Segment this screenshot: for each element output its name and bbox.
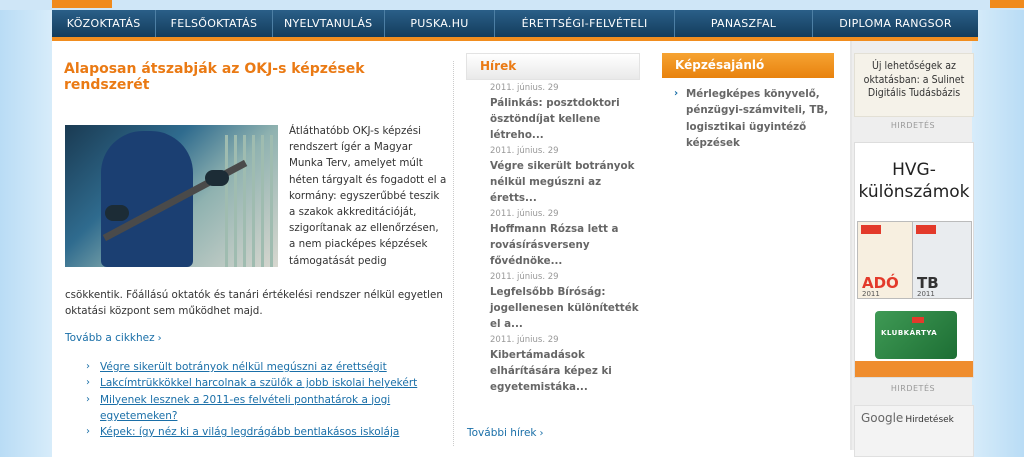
nav-nyelvtanulas[interactable]: NYELVTANULÁS bbox=[273, 10, 385, 37]
chevron-right-icon: › bbox=[86, 361, 90, 372]
related-article-text: Végre sikerült botrányok nélkül megúszni az érettségit bbox=[100, 361, 387, 373]
chevron-right-icon: › bbox=[539, 428, 544, 439]
nav-diploma-rangsor[interactable]: DIPLOMA RANGSOR bbox=[839, 17, 952, 30]
related-article-link[interactable] bbox=[86, 392, 470, 425]
news-item[interactable] bbox=[466, 271, 640, 332]
hvg-logo bbox=[916, 225, 936, 234]
article-title[interactable]: Alaposan átszabják az OKJ-s képzések rendszerét bbox=[64, 61, 365, 93]
photo-fence bbox=[225, 135, 275, 267]
nav-erettsegi-felveteli[interactable]: ÉRETTSÉGI-FELVÉTELI bbox=[495, 10, 675, 37]
nav-felsooktatas[interactable]: FELSŐOKTATÁS bbox=[156, 10, 272, 37]
news-item[interactable] bbox=[466, 145, 640, 206]
news-date: 2011. június. 29 bbox=[490, 272, 559, 282]
chevron-right-icon: › bbox=[86, 377, 90, 389]
hvg-cover-ado bbox=[857, 221, 917, 299]
course-list bbox=[662, 86, 834, 151]
hvg-ad-footer bbox=[855, 361, 973, 377]
sulinet-promo[interactable] bbox=[854, 53, 974, 117]
news-item[interactable] bbox=[466, 334, 640, 395]
hvg-cover-tb bbox=[912, 221, 972, 299]
article-lead: Átláthatóbb OKJ-s képzési rendszert ígér a Magyar Munka Terv, amelyet múlt héten tárgyalt és fogadott el a kormány: egyszerűbbé teszik a szakok akkreditációját, szigorítanak az ellenőrzésen, a nem piacképes képzések támogatását pedig bbox=[289, 125, 447, 267]
chevron-right-icon: › bbox=[674, 88, 679, 99]
article-photo[interactable] bbox=[65, 125, 278, 267]
main-navigation bbox=[52, 10, 978, 41]
right-sidebar bbox=[850, 41, 972, 450]
google-word: Google bbox=[861, 411, 904, 425]
hvg-mini-logo bbox=[912, 317, 924, 323]
course-text: Mérlegképes könyvelő, pénzügyi-számviteli, TB, logisztikai ügyintéző képzések bbox=[686, 88, 829, 149]
news-title[interactable]: Végre sikerült botrányok nélkül megúszni az éretts... bbox=[490, 160, 635, 204]
related-article-text: Milyenek lesznek a 2011-es felvételi ponthatárok a jogi egyetemeken? bbox=[100, 393, 391, 422]
cover-ado-year: 2011 bbox=[862, 290, 880, 298]
photo-glove-right bbox=[205, 170, 229, 186]
news-title[interactable]: Pálinkás: posztdoktori ösztöndíjat kellene létreho... bbox=[490, 97, 620, 141]
nav-panaszfal[interactable]: PANASZFAL bbox=[675, 10, 813, 37]
news-title[interactable]: Kibertámadások elhárítására képez ki egyetemistáka... bbox=[490, 349, 612, 393]
read-more-label: Tovább a cikkhez bbox=[65, 332, 155, 344]
top-accent-left bbox=[52, 0, 112, 8]
related-articles bbox=[86, 359, 470, 440]
top-accent-right bbox=[990, 0, 1024, 8]
hvg-klubkartya bbox=[875, 311, 957, 359]
related-article-link[interactable] bbox=[86, 375, 470, 391]
nav-puska[interactable]: PUSKA.HU bbox=[385, 10, 495, 37]
news-date: 2011. június. 29 bbox=[490, 209, 559, 219]
promo-text: Új lehetőségek az oktatásban: a Sulinet Digitális Tudásbázis bbox=[863, 60, 965, 99]
related-article-link[interactable] bbox=[86, 359, 470, 375]
cover-tb-text: TB bbox=[917, 274, 939, 292]
ad-label: HIRDETÉS bbox=[890, 121, 936, 130]
news-header: Hírek bbox=[466, 53, 640, 80]
chevron-right-icon: › bbox=[86, 393, 90, 405]
course-link[interactable] bbox=[674, 86, 834, 151]
google-ads-box[interactable] bbox=[854, 405, 974, 457]
ad-label: HIRDETÉS bbox=[890, 384, 936, 393]
article-lead-continued: csökkentik. Főállású oktatók és tanári értékelési rendszer nélkül egyetlen oktatási központ sem működhet majd. bbox=[65, 289, 443, 318]
klubkartya-label: KLUBKÁRTYA bbox=[881, 329, 938, 337]
hvg-title: HVG-különszámok bbox=[858, 160, 970, 202]
cover-ado-text: ADÓ bbox=[862, 274, 899, 292]
google-logo bbox=[861, 411, 954, 425]
news-title[interactable]: Hoffmann Rózsa lett a rovásírásverseny fővédnöke... bbox=[490, 223, 619, 267]
nav-kozoktatas[interactable]: KÖZOKTATÁS bbox=[52, 10, 156, 37]
related-article-link[interactable] bbox=[86, 424, 470, 440]
photo-glove-left bbox=[105, 205, 129, 221]
news-date: 2011. június. 29 bbox=[490, 83, 559, 93]
top-strip bbox=[0, 0, 1024, 10]
news-box bbox=[466, 53, 640, 439]
google-ads-label: Hirdetések bbox=[905, 415, 954, 425]
related-article-text: Lakcímtrükkökkel harcolnak a szülők a jobb iskolai helyekért bbox=[100, 377, 418, 390]
featured-article bbox=[64, 61, 447, 439]
chevron-right-icon: › bbox=[86, 426, 90, 438]
more-news-link[interactable] bbox=[467, 427, 544, 439]
course-recommender bbox=[662, 53, 834, 151]
news-date: 2011. június. 29 bbox=[490, 146, 559, 156]
news-item[interactable] bbox=[466, 208, 640, 269]
related-article-text: Képek: így néz ki a világ legdrágább bentlakásos iskolája bbox=[100, 426, 400, 439]
news-title[interactable]: Legfelsőbb Bíróság: jogellenesen különítették el a... bbox=[490, 286, 639, 330]
chevron-right-icon: › bbox=[157, 333, 162, 344]
news-item[interactable] bbox=[466, 82, 640, 143]
news-date: 2011. június. 29 bbox=[490, 335, 559, 345]
more-news-label: További hírek bbox=[467, 427, 537, 439]
column-divider bbox=[453, 61, 454, 446]
sidebar-border bbox=[850, 41, 852, 450]
content-area bbox=[52, 41, 972, 450]
hvg-logo bbox=[861, 225, 881, 234]
hvg-ad[interactable] bbox=[854, 142, 974, 378]
cover-tb-year: 2011 bbox=[917, 290, 935, 298]
read-more-link[interactable] bbox=[65, 332, 162, 344]
course-header: Képzésajánló bbox=[662, 53, 834, 78]
